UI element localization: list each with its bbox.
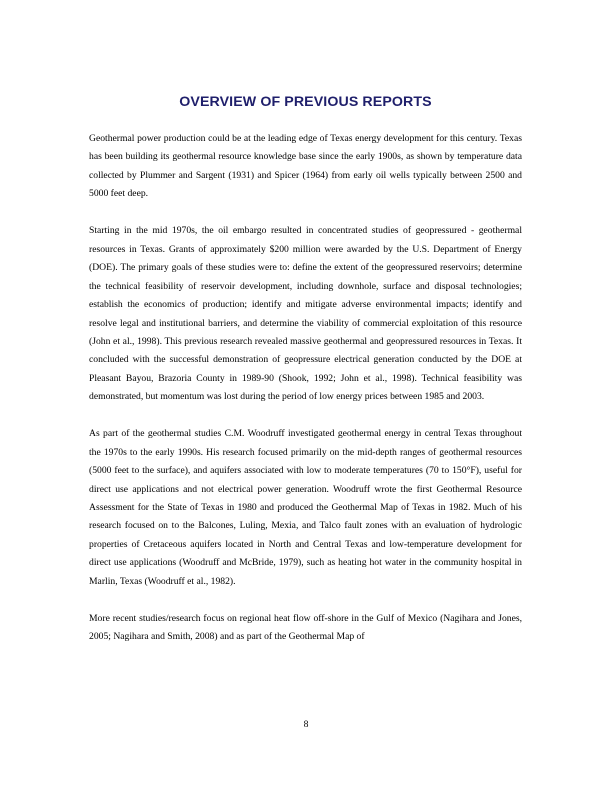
page-number: 8 — [303, 719, 309, 730]
document-page — [89, 94, 522, 665]
paragraph-recent-studies: More recent studies/research focus on regional heat flow off-shore in the Gulf of Mexico (Nagihara and Jones, 2005; Nagihara and Smith, 2008) and as part of the Geothermal Map of — [89, 612, 522, 643]
paragraph-texas-knowledge-base: Geothermal power production could be at the leading edge of Texas energy development for this century. Texas has been building its geothermal resource knowledge base since the early 1900s, as shown by temperature data collected by Plummer and Sargent (1931) and Spicer (1964) from early oil wells typically between 2500 and 5000 feet deep. — [89, 133, 522, 200]
section-title: OVERVIEW OF PREVIOUS REPORTS — [179, 94, 432, 110]
paragraph-woodruff-research: As part of the geothermal studies C.M. Woodruff investigated geothermal energy in central Texas throughout the 1970s to the early 1990s. His research focused primarily on the mid-depth ranges of geothermal resources (5000 feet to the surface), and aquifers associated with low to moderate temperatures (70 to 150°F), useful for direct use applications and not electrical power generation. Woodruff wrote the first Geothermal Resource Assessment for the State of Texas in 1980 and produced the Geothermal Map of Texas in 1982. Much of his research focused on to the Balcones, Luling, Mexia, and Talco fault zones with an evaluation of hydrologic properties of Cretaceous aquifers located in North and Central Texas and low-temperature development for direct use applications (Woodruff and McBride, 1979), such as heating hot water in the community hospital in Marlin, Texas (Woodruff et al., 1982). — [89, 428, 522, 587]
paragraph-geopressured-studies: Starting in the mid 1970s, the oil embargo resulted in concentrated studies of geopressured - geothermal resources in Texas. Grants of approximately $200 million were awarded by the U.S. Department of Energy (DOE). The primary goals of these studies were to: define the extent of the geopressured reservoirs; determine the technical feasibility of reservoir development, including downhole, surface and disposal technologies; establish the economics of production; identify and mitigate adverse environmental impacts; identify and resolve legal and institutional barriers, and determine the viability of commercial exploitation of this resource (John et al., 1998). This previous research revealed massive geothermal and geopressured resources in Texas. It concluded with the successful demonstration of geopressure electrical generation conducted by the DOE at Pleasant Bayou, Brazoria County in 1989-90 (Shook, 1992; John et al., 1998). Technical feasibility was demonstrated, but momentum was lost during the period of low energy prices between 1985 and 2003. — [89, 225, 522, 403]
